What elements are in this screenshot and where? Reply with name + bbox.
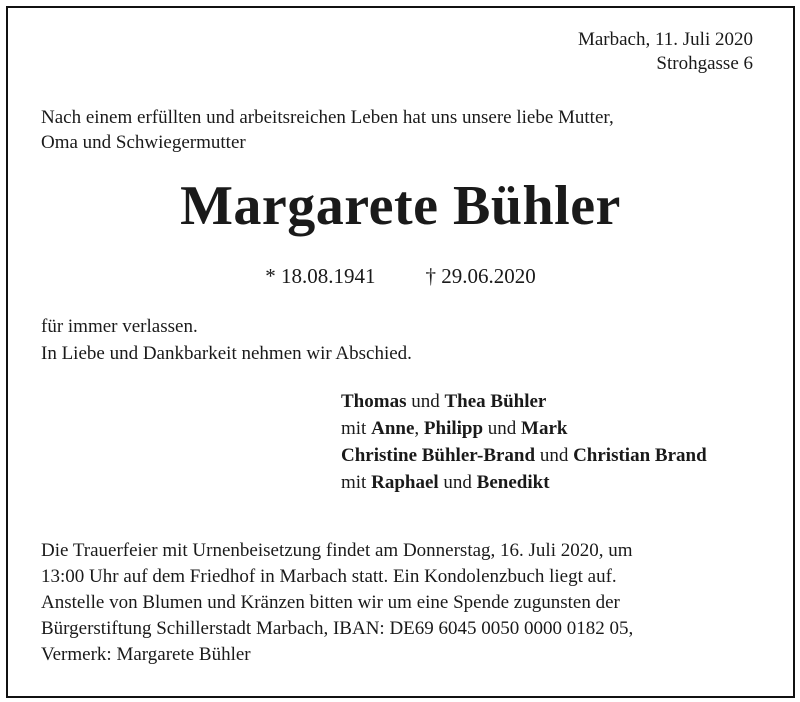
closing-text [41, 313, 412, 367]
intro-text [41, 105, 756, 155]
place-date: Marbach, 11. Juli 2020 [577, 29, 753, 50]
intro-line-2: Oma und Schwiegermutter [41, 132, 246, 153]
deceased-name: Margarete Bühler [180, 175, 621, 237]
mourner-line: mit Raphael und Benedikt [341, 472, 550, 493]
birth-date: * 18.08.1941 [265, 264, 376, 288]
service-line: Bürgerstiftung Schillerstadt Marbach, IBAN: DE69 6045 0050 0000 0182 05, [41, 618, 634, 639]
service-line: Die Trauerfeier mit Urnenbeisetzung findet am Donnerstag, 16. Juli 2020, um [41, 540, 633, 561]
closing-line-1: für immer verlassen. [41, 316, 198, 337]
header-block [578, 28, 753, 76]
mourner-line: Christine Bühler-Brand und Christian Brand [341, 445, 707, 466]
mourners-list [341, 388, 707, 496]
mourner-line: Thomas und Thea Bühler [341, 391, 547, 412]
obituary-frame [6, 6, 795, 698]
service-info [41, 538, 762, 668]
service-line: Vermerk: Margarete Bühler [41, 644, 251, 665]
address: Strohgasse 6 [656, 53, 753, 74]
death-date: † 29.06.2020 [425, 264, 536, 288]
service-line: Anstelle von Blumen und Kränzen bitten wir um eine Spende zugunsten der [41, 592, 620, 613]
service-line: 13:00 Uhr auf dem Friedhof in Marbach statt. Ein Kondolenzbuch liegt auf. [41, 566, 617, 587]
mourner-line: mit Anne, Philipp und Mark [341, 418, 568, 439]
intro-line-1: Nach einem erfüllten und arbeitsreichen Leben hat uns unsere liebe Mutter, [41, 107, 614, 128]
life-dates [8, 262, 793, 290]
closing-line-2: In Liebe und Dankbarkeit nehmen wir Abschied. [41, 343, 412, 364]
